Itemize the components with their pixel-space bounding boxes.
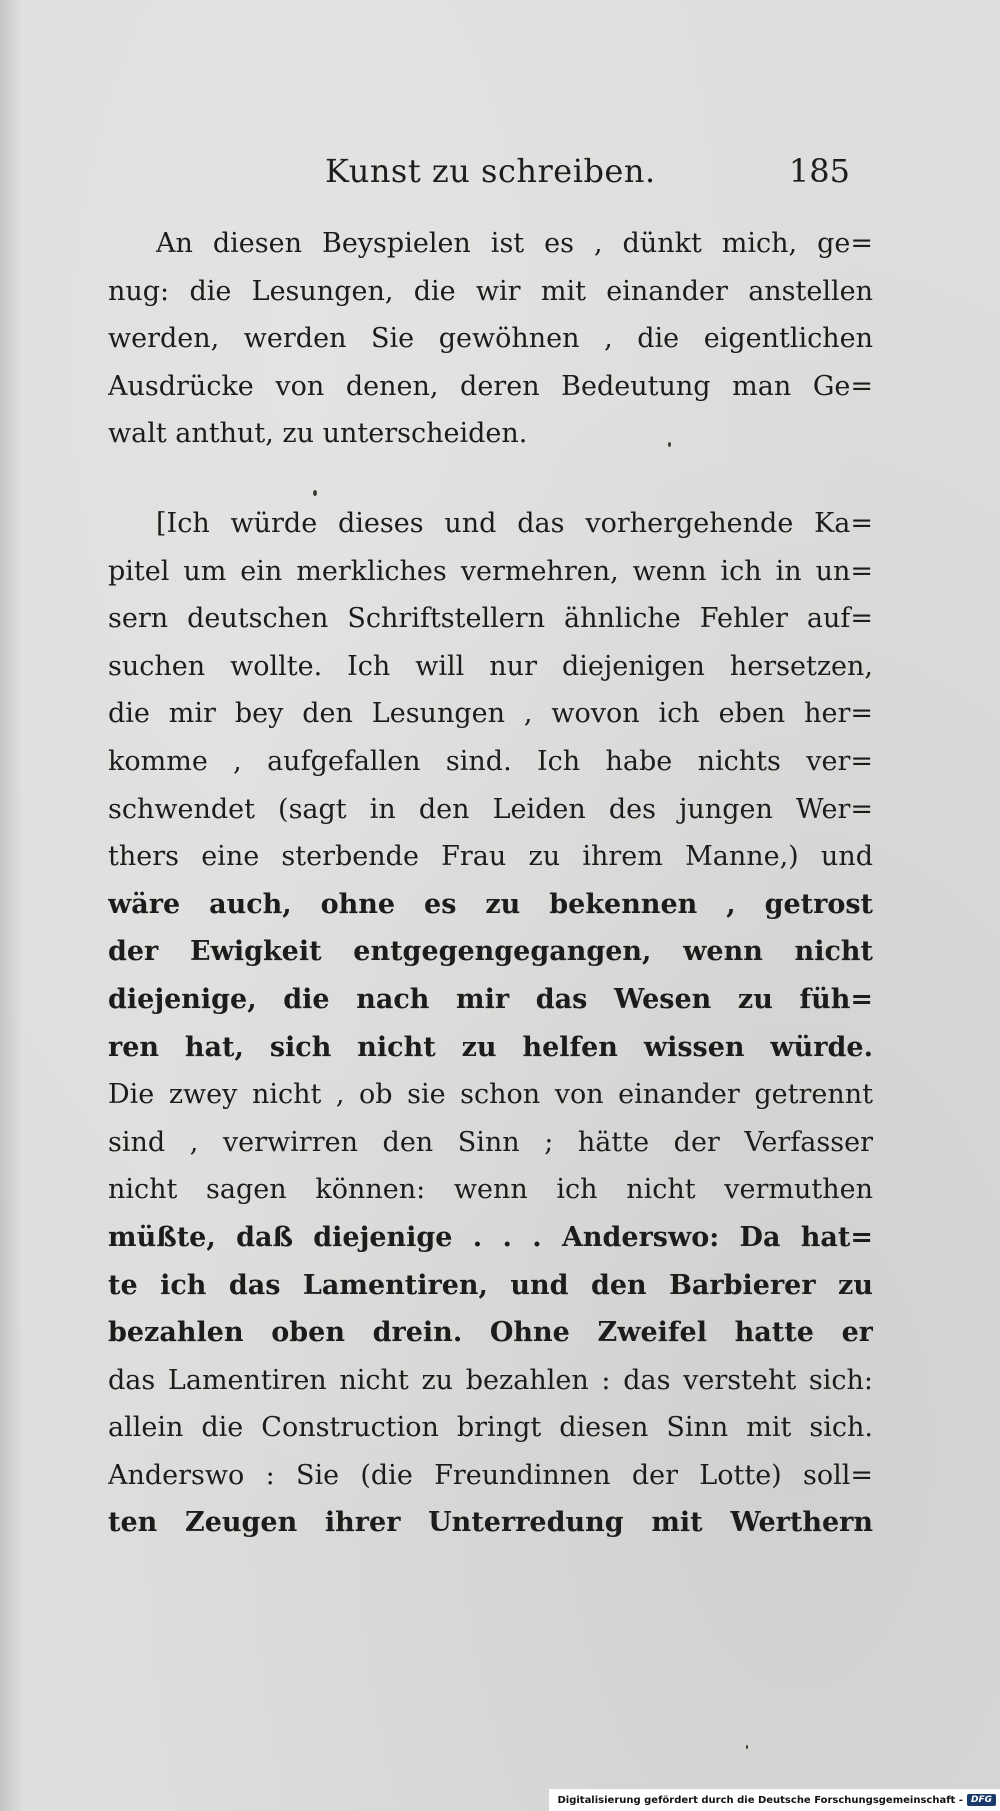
paper-speck (313, 490, 317, 496)
text-line: nicht sagen können: wenn ich nicht vermuthen (108, 1174, 873, 1206)
page-gutter-shadow (0, 0, 22, 1811)
text-line: bezahlen oben drein. Ohne Zweifel hatte er (108, 1317, 873, 1349)
credit-text: Digitalisierung gefördert durch die Deutsche Forschungsgemeinschaft - (557, 1794, 963, 1806)
paragraph-1 (108, 220, 873, 458)
text-line: nug: die Lesungen, die wir mit einander anstellen (108, 275, 873, 307)
paragraph-2 (108, 500, 873, 1547)
text-line: werden, werden Sie gewöhnen , die eigentlichen (108, 323, 873, 355)
running-title: Kunst zu schreiben. (325, 152, 656, 190)
text-line: [Ich würde dieses und das vorhergehende Ka= (156, 508, 873, 539)
paper-speck (746, 1745, 748, 1749)
text-line: die mir bey den Lesungen , wovon ich eben her= (108, 698, 873, 730)
text-line: komme , aufgefallen sind. Ich habe nichts ver= (108, 745, 873, 777)
text-line: schwendet (sagt in den Leiden des jungen Wer= (108, 793, 873, 825)
dfg-logo: DFG (967, 1794, 996, 1806)
page-number: 185 (788, 152, 850, 190)
digitization-credit (549, 1789, 1000, 1811)
text-line: pitel um ein merkliches vermehren, wenn ich in un= (108, 555, 873, 587)
text-line: Die zwey nicht , ob sie schon von einander getrennt (108, 1079, 873, 1111)
paper-speck (668, 442, 671, 447)
text-line: walt anthut, zu unterscheiden. (108, 418, 528, 450)
text-line: te ich das Lamentiren, und den Barbierer zu (108, 1269, 873, 1301)
text-line: Ausdrücke von denen, deren Bedeutung man Ge= (108, 370, 873, 402)
text-line: allein die Construction bringt diesen Sinn mit sich. (108, 1412, 873, 1444)
text-line: suchen wollte. Ich will nur diejenigen hersetzen, (108, 650, 873, 682)
text-line: der Ewigkeit entgegengegangen, wenn nicht (108, 936, 873, 968)
text-line: müßte, daß diejenige . . . Anderswo: Da hat= (108, 1221, 873, 1253)
text-line: diejenige, die nach mir das Wesen zu füh= (108, 983, 873, 1015)
running-head (110, 152, 870, 202)
text-line: das Lamentiren nicht zu bezahlen : das versteht sich: (108, 1364, 873, 1396)
text-line: Anderswo : Sie (die Freundinnen der Lotte) soll= (108, 1459, 873, 1491)
text-line: wäre auch, ohne es zu bekennen , getrost (108, 888, 873, 920)
text-line: ten Zeugen ihrer Unterredung mit Werthern (108, 1507, 873, 1539)
text-line: An diesen Beyspielen ist es , dünkt mich, ge= (156, 228, 873, 259)
text-line: sern deutschen Schriftstellern ähnliche Fehler auf= (108, 603, 873, 635)
text-line: ren hat, sich nicht zu helfen wissen würde. (108, 1031, 873, 1063)
text-line: sind , verwirren den Sinn ; hätte der Verfasser (108, 1126, 873, 1158)
text-line: thers eine sterbende Frau zu ihrem Manne,) und (108, 841, 873, 873)
